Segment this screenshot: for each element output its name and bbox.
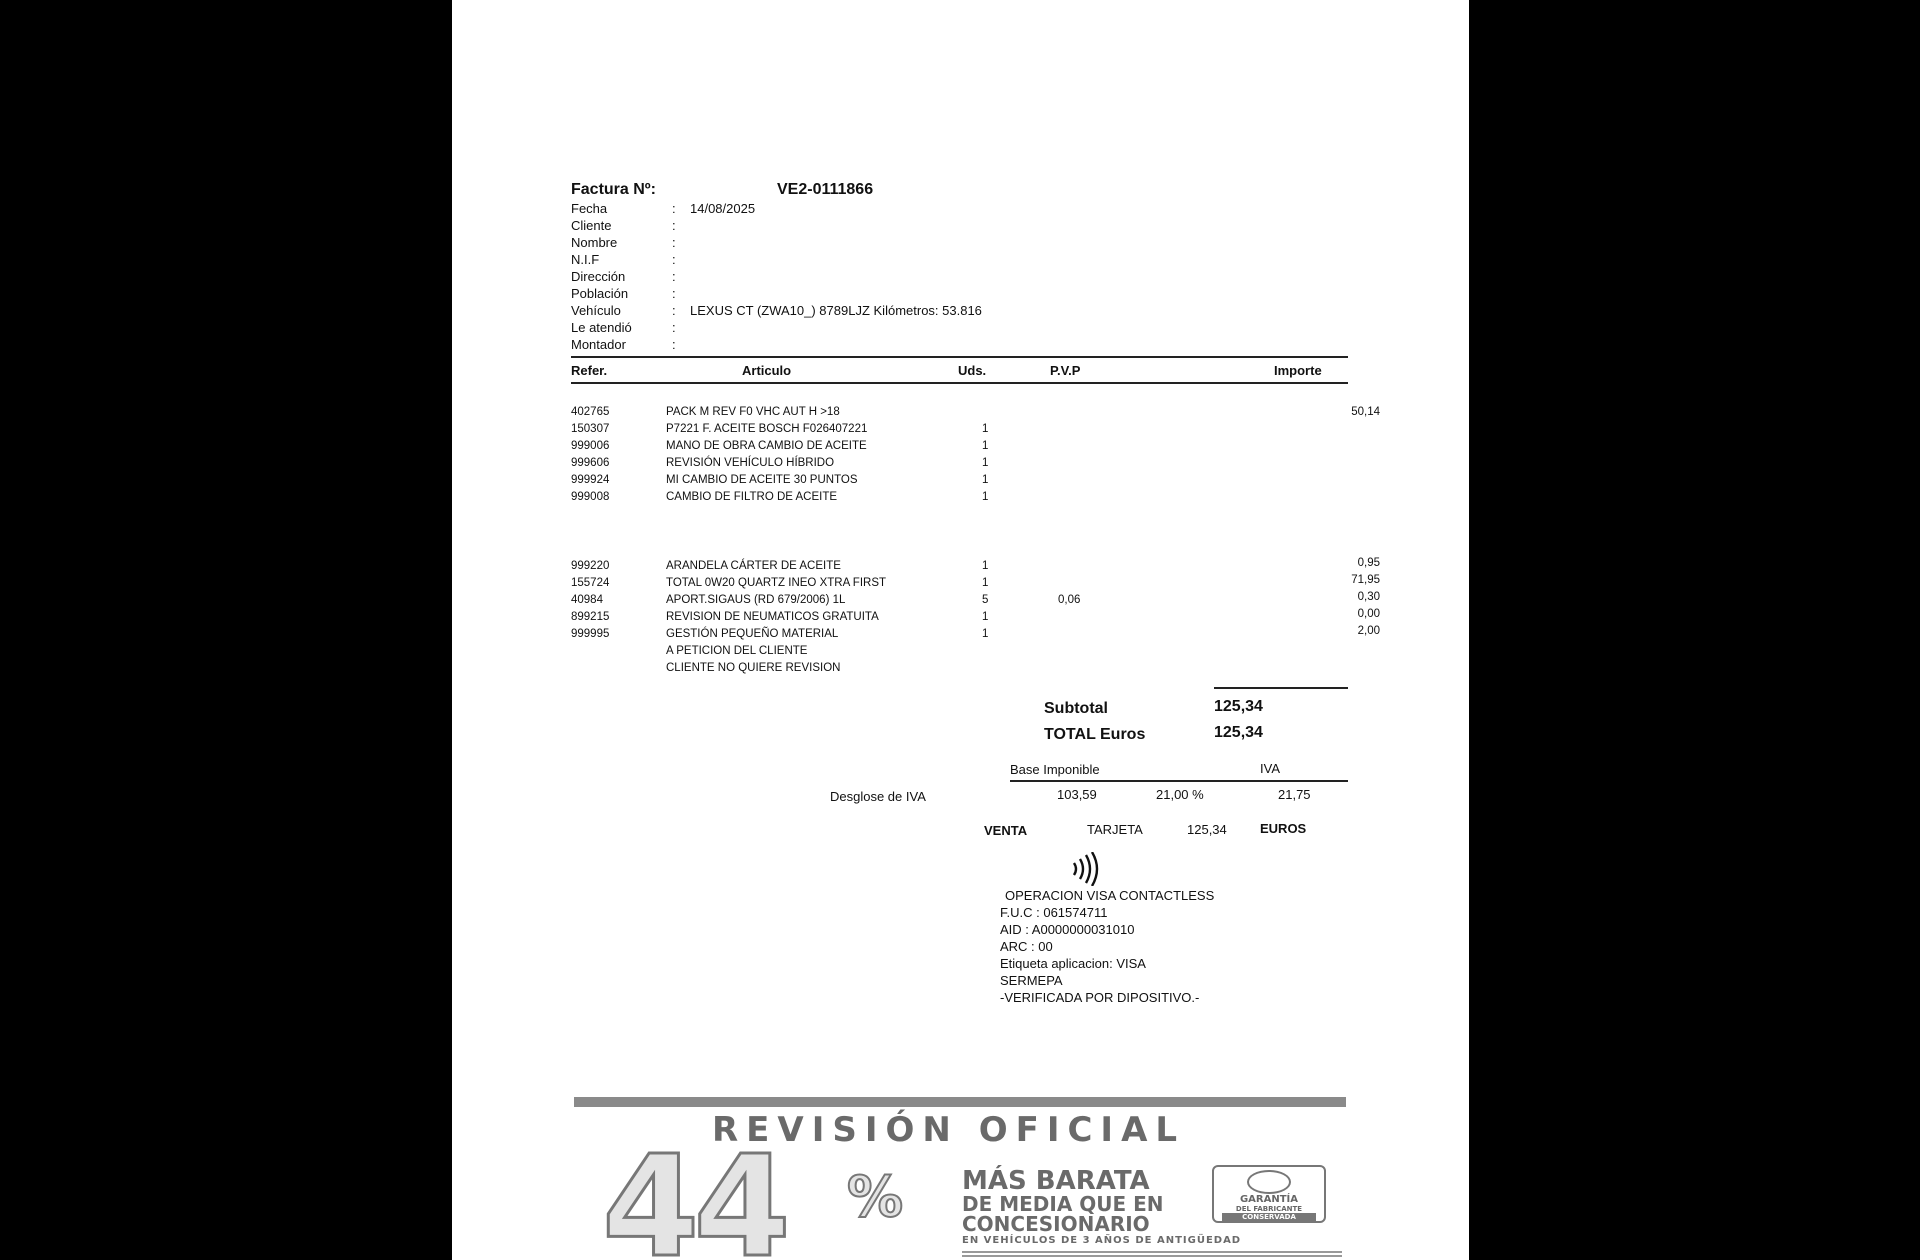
- cell-importe: 0,00: [1357, 608, 1380, 620]
- cell-ref: 155724: [571, 577, 610, 589]
- factura-label: Factura Nº:: [571, 181, 656, 198]
- desglose-iva-label: Desglose de IVA: [830, 789, 926, 804]
- field-label-le-atendio: Le atendió: [571, 320, 632, 335]
- field-label-poblacion: Población: [571, 286, 629, 301]
- venta-label: VENTA: [984, 823, 1028, 838]
- cell-importe: 2,00: [1357, 625, 1380, 637]
- cell-articulo: P7221 F. ACEITE BOSCH F026407221: [666, 423, 868, 435]
- cell-ref: 999006: [571, 440, 610, 452]
- cell-articulo: APORT.SIGAUS (RD 679/2006) 1L: [666, 594, 846, 606]
- iva-label: IVA: [1260, 761, 1280, 776]
- totals-rule: [1214, 687, 1348, 689]
- cell-articulo: A PETICION DEL CLIENTE: [666, 645, 808, 657]
- cell-uds: 1: [982, 474, 989, 486]
- cell-ref: 899215: [571, 611, 610, 623]
- cell-ref: 999220: [571, 560, 610, 572]
- payment-line: F.U.C : 061574711: [1000, 905, 1108, 920]
- cell-importe: 0,30: [1357, 591, 1380, 603]
- field-value-fecha: 14/08/2025: [690, 201, 756, 216]
- field-label-fecha: Fecha: [571, 201, 608, 216]
- subtotal-value: 125,34: [1214, 698, 1263, 715]
- cell-articulo: CLIENTE NO QUIERE REVISION: [666, 662, 841, 674]
- table-header-rule: [571, 382, 1348, 384]
- cell-importe: 71,95: [1351, 574, 1380, 586]
- field-separator: :: [672, 218, 676, 233]
- payment-line: SERMEPA: [1000, 973, 1063, 988]
- cell-articulo: MANO DE OBRA CAMBIO DE ACEITE: [666, 440, 867, 452]
- subtotal-label: Subtotal: [1044, 700, 1108, 717]
- cell-articulo: TOTAL 0W20 QUARTZ INEO XTRA FIRST: [666, 577, 887, 589]
- seal-mid-text: DEL FABRICANTE: [1235, 1205, 1303, 1213]
- seal-top-text: GARANTÍA: [1239, 1194, 1299, 1205]
- iva-rule: [1010, 780, 1348, 782]
- warranty-seal: [1212, 1165, 1326, 1223]
- cell-ref: 402765: [571, 406, 610, 418]
- iva-value: 21,75: [1278, 787, 1311, 802]
- banner-line-1: MÁS BARATA: [962, 1166, 1150, 1196]
- field-label-montador: Montador: [571, 337, 626, 352]
- col-header-refer: Refer.: [571, 363, 608, 378]
- cell-uds: 1: [982, 577, 989, 589]
- contactless-icon: [1070, 852, 1102, 886]
- cell-articulo: PACK M REV F0 VHC AUT H >18: [666, 406, 840, 418]
- cell-uds: 5: [982, 594, 989, 606]
- cell-articulo: GESTIÓN PEQUEÑO MATERIAL: [666, 628, 839, 640]
- banner-percent: %: [847, 1165, 904, 1230]
- col-header-pvp: P.V.P: [1050, 363, 1081, 378]
- cell-articulo: ARANDELA CÁRTER DE ACEITE: [666, 560, 841, 572]
- cell-uds: 1: [982, 491, 989, 503]
- field-separator: :: [672, 252, 676, 267]
- factura-number: VE2-0111866: [777, 181, 874, 198]
- invoice-page: [452, 0, 1469, 1260]
- banner-bar: [574, 1097, 1346, 1107]
- cell-ref: 999995: [571, 628, 610, 640]
- seal-emblem-icon: [1247, 1170, 1291, 1194]
- field-label-nif: N.I.F: [571, 252, 600, 267]
- field-label-nombre: Nombre: [571, 235, 618, 250]
- total-value: 125,34: [1214, 724, 1263, 741]
- cell-uds: 1: [982, 611, 989, 623]
- payment-line: AID : A0000000031010: [1000, 922, 1135, 937]
- payment-line: -VERIFICADA POR DIPOSITIVO.-: [1000, 990, 1200, 1005]
- field-value-vehiculo: LEXUS CT (ZWA10_) 8789LJZ Kilómetros: 53.816: [690, 303, 982, 318]
- field-separator: :: [672, 337, 676, 352]
- seal-bottom-text: CONSERVADA: [1222, 1213, 1316, 1221]
- cell-uds: 1: [982, 440, 989, 452]
- field-separator: :: [672, 235, 676, 250]
- field-label-vehiculo: Vehículo: [571, 303, 621, 318]
- total-label: TOTAL Euros: [1044, 726, 1146, 743]
- col-header-importe: Importe: [1274, 363, 1322, 378]
- cell-pvp: 0,06: [1058, 594, 1081, 606]
- cell-uds: 1: [982, 457, 989, 469]
- cell-articulo: CAMBIO DE FILTRO DE ACEITE: [666, 491, 838, 503]
- cell-articulo: REVISIÓN VEHÍCULO HÍBRIDO: [666, 457, 835, 469]
- field-separator: :: [672, 286, 676, 301]
- banner-line-2: DE MEDIA QUE EN: [962, 1192, 1164, 1216]
- cell-ref: 40984: [571, 594, 603, 606]
- base-imponible-label: Base Imponible: [1010, 762, 1100, 777]
- iva-rate: 21,00 %: [1156, 787, 1204, 802]
- cell-ref: 999008: [571, 491, 610, 503]
- payment-amount: 125,34: [1187, 822, 1227, 837]
- cell-articulo: MI CAMBIO DE ACEITE 30 PUNTOS: [666, 474, 858, 486]
- col-header-uds: Uds.: [958, 363, 987, 378]
- fine-print: [962, 1255, 1342, 1257]
- payment-currency: EUROS: [1260, 821, 1307, 836]
- cell-uds: 1: [982, 560, 989, 572]
- payment-line: ARC : 00: [1000, 939, 1053, 954]
- cell-ref: 150307: [571, 423, 610, 435]
- banner-line-4: EN VEHÍCULOS DE 3 AÑOS DE ANTIGÜEDAD: [962, 1235, 1242, 1246]
- banner-title: REVISIÓN OFICIAL: [712, 1110, 1186, 1150]
- field-label-cliente: Cliente: [571, 218, 612, 233]
- cell-importe: 50,14: [1351, 406, 1380, 418]
- base-imponible-value: 103,59: [1057, 787, 1097, 802]
- cell-ref: 999924: [571, 474, 610, 486]
- cell-uds: 1: [982, 423, 989, 435]
- cell-articulo: REVISION DE NEUMATICOS GRATUITA: [666, 611, 879, 623]
- cell-uds: 1: [982, 628, 989, 640]
- cell-importe: 0,95: [1357, 557, 1380, 569]
- payment-line: Etiqueta aplicacion: VISA: [1000, 956, 1146, 971]
- banner-line-3: CONCESIONARIO: [962, 1212, 1150, 1236]
- cell-ref: 999606: [571, 457, 610, 469]
- field-separator: :: [672, 303, 676, 318]
- field-separator: :: [672, 201, 676, 216]
- field-separator: :: [672, 269, 676, 284]
- field-separator: :: [672, 320, 676, 335]
- field-label-direccion: Dirección: [571, 269, 626, 284]
- table-top-rule: [571, 356, 1348, 358]
- payment-method: TARJETA: [1087, 822, 1143, 837]
- col-header-articulo: Articulo: [742, 363, 792, 378]
- banner-big-number: 44: [602, 1126, 785, 1260]
- fine-print: [962, 1251, 1342, 1253]
- payment-line: OPERACION VISA CONTACTLESS: [1005, 888, 1215, 903]
